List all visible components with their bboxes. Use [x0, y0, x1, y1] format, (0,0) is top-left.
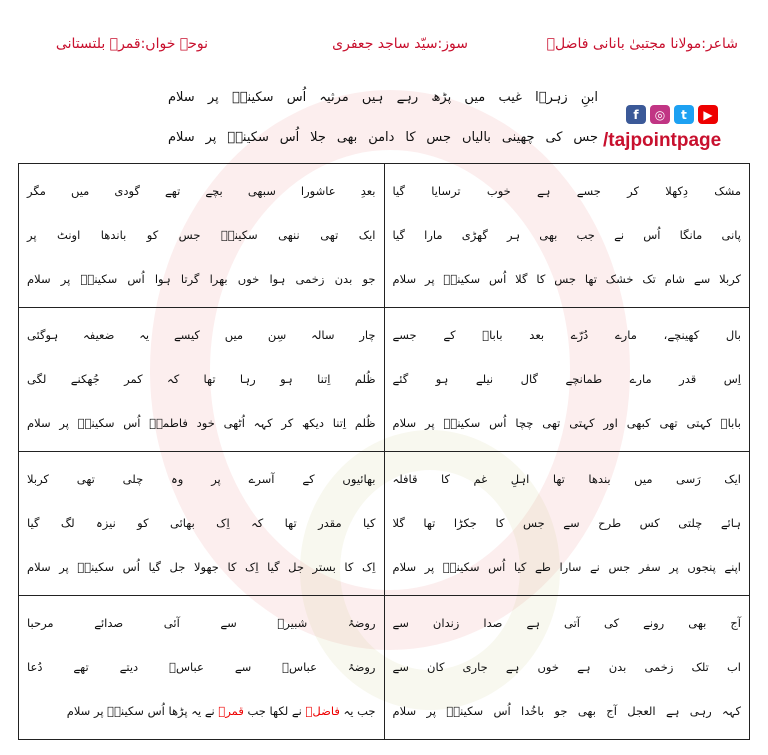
verse-line: [393, 402, 742, 446]
social-icons: [626, 105, 718, 124]
verse-line: [393, 458, 742, 502]
verse-line: [393, 258, 742, 302]
verse-text: ہائے چلتی کس طرح سے جس کا جکڑا تھا گلا: [392, 516, 741, 530]
verse-text: کہہ رہی ہے العجل آج بھی جو باخُدا اُس سکینہؑ پر سلام: [392, 704, 741, 718]
verse-text: جو بدن زخمی ہوا خوں بھرا گرتا ہوا اُس سکینہؑ پر سلام: [27, 272, 376, 286]
verse-line: [27, 170, 376, 214]
verse-text: بعدِ عاشورا سبھی بچے تھے گودی میں مگر: [27, 184, 376, 198]
verse-text: چار سالہ سِن میں کیسے یہ ضعیفہ ہوگئی: [27, 328, 376, 342]
stanza-cell: [384, 452, 750, 596]
verse-line: [393, 358, 742, 402]
verse-text: روضۂ شبیرؑ سے آئی صدائے مرحبا: [27, 616, 376, 630]
verse-text: اِک کا بستر جل گیا اِک کا جھولا جل گیا اُس سکینہؑ پر سلام: [27, 560, 376, 574]
stanza-cell: [19, 164, 385, 308]
matla-line-2: جس کی چھینی بالیاں جس کا دامن بھی جلا اُس سکینہؑ پر سلام: [168, 130, 598, 145]
verse-text: بھائیوں کے آسرے پر وہ چلی تھی کربلا: [27, 472, 376, 486]
verse-line: [393, 170, 742, 214]
verse-line: [27, 458, 376, 502]
verse-text: ظُلم اِتنا ہو رہا تھا کہ کمر جُھکنے لگی: [27, 372, 376, 386]
verse-text: اپنے پنجوں پر سفر جس نے سارا طے کیا اُس سکینہؑ پر سلام: [392, 560, 741, 574]
verse-line: [393, 690, 742, 734]
verse-line: [27, 258, 376, 302]
verse-text: کربلا سے شام تک خشک تھا جس کا گلا اُس سکینہؑ پر سلام: [392, 272, 741, 286]
verse-line: [393, 546, 742, 590]
verse-line: [27, 546, 376, 590]
matla-line-1: ابنِ زہرؑا غیب میں پڑھ رہے ہیں مرثیہ اُس سکینہؑ پر سلام: [168, 90, 598, 105]
verse-line: [27, 402, 376, 446]
stanza-row: [19, 308, 750, 452]
stanza-cell: [19, 596, 385, 740]
verse-line: [393, 314, 742, 358]
maqta-text: [27, 703, 376, 720]
maqta-part: نے لکھا جب: [243, 704, 306, 718]
stanza-row: [19, 596, 750, 740]
verse-line: [393, 214, 742, 258]
verse-line: [27, 214, 376, 258]
verse-text: اِس قدر مارے طمانچے گال نیلے ہو گئے: [392, 372, 741, 386]
verse-text: کیا مقدر تھا کہ اِک بھائی کو نیزہ لگ گیا: [27, 516, 376, 530]
instagram-icon[interactable]: ◎: [650, 105, 670, 124]
verse-text: بال کھینچے، مارے دُرّے بعد باباؑ کے جسے: [392, 328, 741, 342]
verse-text: روضۂ عباسؑ سے عباسؑ دیتے تھے دُعا: [27, 660, 376, 674]
poet-credit: شاعر:مولانا مجتبیٰ بانانی فاضلؔ: [546, 36, 738, 52]
poem-table: [18, 163, 750, 740]
stanza-cell: [384, 596, 750, 740]
facebook-icon[interactable]: f: [626, 105, 646, 124]
verse-line: [27, 602, 376, 646]
social-handle: /tajpointpage: [603, 130, 722, 151]
verse-line: [27, 646, 376, 690]
stanza-cell: [19, 308, 385, 452]
verse-line: [27, 502, 376, 546]
verse-text: اب تلک زخمی بدن ہے خوں ہے جاری کان سے: [392, 660, 741, 674]
twitter-icon[interactable]: t: [674, 105, 694, 124]
credits-header: [0, 36, 768, 66]
verse-text: باباؑ کہتی تھی کبھی اور کہتی تھی چچا اُس سکینہؑ پر سلام: [392, 416, 741, 430]
verse-text: مشک دِکھلا کر جسے ہے خوب ترسایا گیا: [392, 184, 741, 198]
composer-credit: سوز:سیّد ساجد جعفری: [332, 36, 468, 52]
verse-line: [393, 602, 742, 646]
stanza-cell: [19, 452, 385, 596]
stanza-row: [19, 452, 750, 596]
maqta-line: [27, 690, 376, 734]
verse-text: ایک رَسی میں بندھا تھا اہلِ غم کا قافلہ: [392, 472, 741, 486]
stanza-cell: [384, 164, 750, 308]
verse-text: پانی مانگا اُس نے جب بھی ہر گھڑی مارا گیا: [392, 228, 741, 242]
verse-line: [27, 314, 376, 358]
poet-name: فاضلؔ: [305, 704, 340, 718]
verse-text: ایک تھی ننھی سکینہؑ جس کو باندھا اونٹ پر: [27, 228, 376, 242]
reciter-name: قمرؔ: [218, 704, 244, 718]
verse-line: [393, 646, 742, 690]
verse-line: [27, 358, 376, 402]
verse-text: آج بھی رونے کی آتی ہے صدا زندان سے: [392, 616, 741, 630]
verse-text: ظُلم اِتنا دیکھ کر کہہ اُٹھی خود فاطمہؑ اُس سکینہؑ پر سلام: [27, 416, 376, 430]
maqta-part: جب یہ: [339, 704, 376, 718]
stanza-cell: [384, 308, 750, 452]
verse-line: [393, 502, 742, 546]
reciter-credit: نوحہ خواں:قمرؔ بلتستانی: [55, 36, 208, 52]
youtube-icon[interactable]: ▶: [698, 105, 718, 124]
stanza-row: [19, 164, 750, 308]
maqta-part: نے یہ پڑھا اُس سکینہؑ پر سلام: [66, 704, 219, 718]
